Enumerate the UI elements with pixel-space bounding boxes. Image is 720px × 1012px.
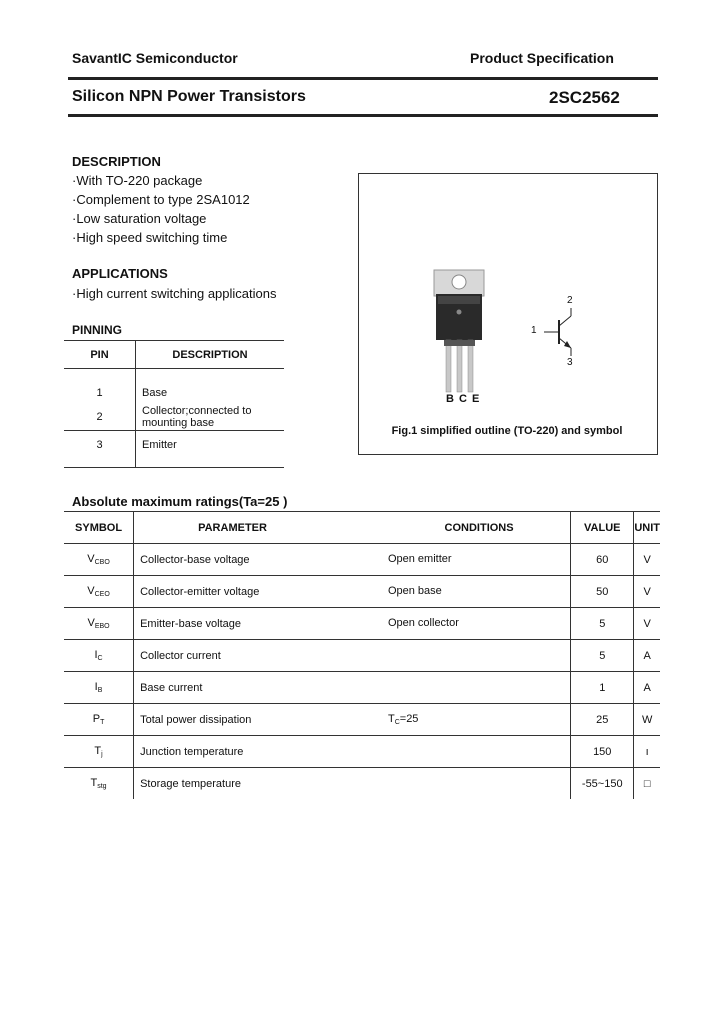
value-cell: -55~150 bbox=[571, 768, 634, 800]
symbol-pin-3: 3 bbox=[567, 357, 573, 368]
parameter-header: PARAMETER bbox=[134, 512, 384, 544]
symbol-text: T bbox=[90, 777, 98, 789]
symbol-cell bbox=[64, 672, 134, 704]
conditions-cell bbox=[384, 672, 571, 704]
description-item: ·Low saturation voltage bbox=[72, 211, 207, 226]
unit-cell: A bbox=[634, 672, 660, 704]
symbol-subscript: CEO bbox=[94, 591, 110, 598]
conditions-text: Open collector bbox=[387, 617, 459, 629]
value-header: VALUE bbox=[571, 512, 634, 544]
symbol-text: I bbox=[94, 681, 98, 693]
symbol-cell bbox=[64, 768, 134, 800]
figure-box bbox=[358, 173, 658, 455]
part-number: 2SC2562 bbox=[549, 88, 620, 107]
symbol-subscript: C bbox=[97, 655, 103, 662]
parameter-cell: Base current bbox=[134, 672, 384, 704]
symbol-cell bbox=[64, 544, 134, 576]
symbol-subscript: EBO bbox=[94, 623, 110, 630]
pin-column-header: PIN bbox=[64, 341, 136, 369]
package-pin-labels: B C E bbox=[446, 393, 481, 405]
table-row bbox=[64, 736, 660, 768]
unit-cell: ı bbox=[634, 736, 660, 768]
unit-cell: V bbox=[634, 576, 660, 608]
pinning-heading: PINNING bbox=[72, 323, 123, 337]
table-row bbox=[64, 369, 284, 404]
value-cell: 150 bbox=[571, 736, 634, 768]
unit-cell: V bbox=[634, 608, 660, 640]
pin-description-cont: mounting base bbox=[142, 416, 215, 429]
pin-description: Emitter bbox=[136, 431, 285, 468]
pin-description-header: DESCRIPTION bbox=[136, 341, 285, 369]
conditions-cell bbox=[384, 640, 571, 672]
conditions-cell bbox=[384, 544, 571, 576]
value-cell: 5 bbox=[571, 608, 634, 640]
symbol-subscript: j bbox=[101, 751, 103, 758]
description-item: ·With TO-220 package bbox=[72, 173, 203, 188]
symbol-subscript: T bbox=[100, 719, 105, 726]
parameter-cell: Collector-base voltage bbox=[134, 544, 384, 576]
conditions-header: CONDITIONS bbox=[384, 512, 571, 544]
unit-cell: W bbox=[634, 704, 660, 736]
description-heading: DESCRIPTION bbox=[72, 154, 161, 169]
parameter-cell: Emitter-base voltage bbox=[134, 608, 384, 640]
symbol-text: P bbox=[92, 713, 101, 725]
symbol-text: V bbox=[87, 553, 95, 565]
table-row bbox=[64, 608, 660, 640]
table-row bbox=[64, 576, 660, 608]
conditions-cell bbox=[384, 608, 571, 640]
pin-number: 1 bbox=[64, 369, 136, 404]
value-cell: 5 bbox=[571, 640, 634, 672]
symbol-text: I bbox=[94, 649, 98, 661]
conditions-subscript: C bbox=[394, 719, 400, 726]
value-cell: 25 bbox=[571, 704, 634, 736]
table-row bbox=[64, 704, 660, 736]
symbol-pin-1: 1 bbox=[531, 325, 537, 336]
description-item: ·High speed switching time bbox=[72, 230, 228, 245]
conditions-cell bbox=[384, 736, 571, 768]
symbol-subscript: CBO bbox=[94, 559, 110, 566]
company-name: SavantIC Semiconductor bbox=[72, 50, 238, 66]
table-row bbox=[64, 544, 660, 576]
conditions-cell bbox=[384, 576, 571, 608]
unit-cell: V bbox=[634, 544, 660, 576]
conditions-cell bbox=[384, 704, 571, 736]
symbol-text: V bbox=[87, 585, 95, 597]
conditions-cell bbox=[384, 768, 571, 800]
spec-label: Product Specification bbox=[470, 50, 614, 66]
value-cell: 60 bbox=[571, 544, 634, 576]
symbol-header: SYMBOL bbox=[64, 512, 134, 544]
value-cell: 50 bbox=[571, 576, 634, 608]
symbol-cell bbox=[64, 704, 134, 736]
table-row bbox=[64, 431, 284, 468]
symbol-cell bbox=[64, 736, 134, 768]
unit-cell: A bbox=[634, 640, 660, 672]
symbol-text: T bbox=[94, 745, 102, 757]
table-row bbox=[64, 640, 660, 672]
parameter-cell: Collector current bbox=[134, 640, 384, 672]
table-row bbox=[64, 768, 660, 800]
parameter-cell: Total power dissipation bbox=[134, 704, 384, 736]
symbol-subscript: B bbox=[97, 687, 103, 694]
unit-cell: □ bbox=[643, 777, 651, 790]
symbol-cell bbox=[64, 608, 134, 640]
figure-caption: Fig.1 simplified outline (TO-220) and symbol bbox=[391, 425, 623, 437]
symbol-cell bbox=[64, 576, 134, 608]
value-cell: 1 bbox=[571, 672, 634, 704]
table-row bbox=[64, 403, 284, 431]
ratings-title: Absolute maximum ratings(Ta=25 ) bbox=[72, 494, 288, 509]
table-row bbox=[64, 672, 660, 704]
pin-description: Collector;connected to bbox=[142, 404, 252, 417]
unit-header: UNIT bbox=[634, 512, 660, 544]
conditions-text: Open base bbox=[387, 585, 442, 597]
header-rule-top bbox=[68, 77, 658, 80]
symbol-text: V bbox=[87, 617, 95, 629]
conditions-text: T bbox=[387, 713, 395, 725]
pin-description: Base bbox=[142, 387, 168, 399]
pinning-table bbox=[64, 340, 284, 468]
header-rule-bottom bbox=[68, 114, 658, 117]
to220-package-image bbox=[359, 174, 657, 454]
pin-number: 2 bbox=[64, 403, 136, 431]
parameter-cell: Collector-emitter voltage bbox=[134, 576, 384, 608]
applications-item: ·High current switching applications bbox=[72, 286, 277, 301]
description-item: ·Complement to type 2SA1012 bbox=[72, 192, 250, 207]
parameter-cell: Storage temperature bbox=[140, 777, 241, 790]
document-title: Silicon NPN Power Transistors bbox=[72, 88, 306, 105]
conditions-text: Open emitter bbox=[387, 553, 452, 565]
symbol-pin-2: 2 bbox=[567, 295, 573, 306]
pin-number: 3 bbox=[64, 431, 136, 468]
ratings-table bbox=[64, 511, 660, 799]
conditions-tail: =25 bbox=[399, 713, 419, 725]
parameter-cell: Junction temperature bbox=[134, 736, 384, 768]
applications-heading: APPLICATIONS bbox=[72, 266, 168, 281]
symbol-cell bbox=[64, 640, 134, 672]
symbol-subscript: stg bbox=[97, 783, 107, 790]
